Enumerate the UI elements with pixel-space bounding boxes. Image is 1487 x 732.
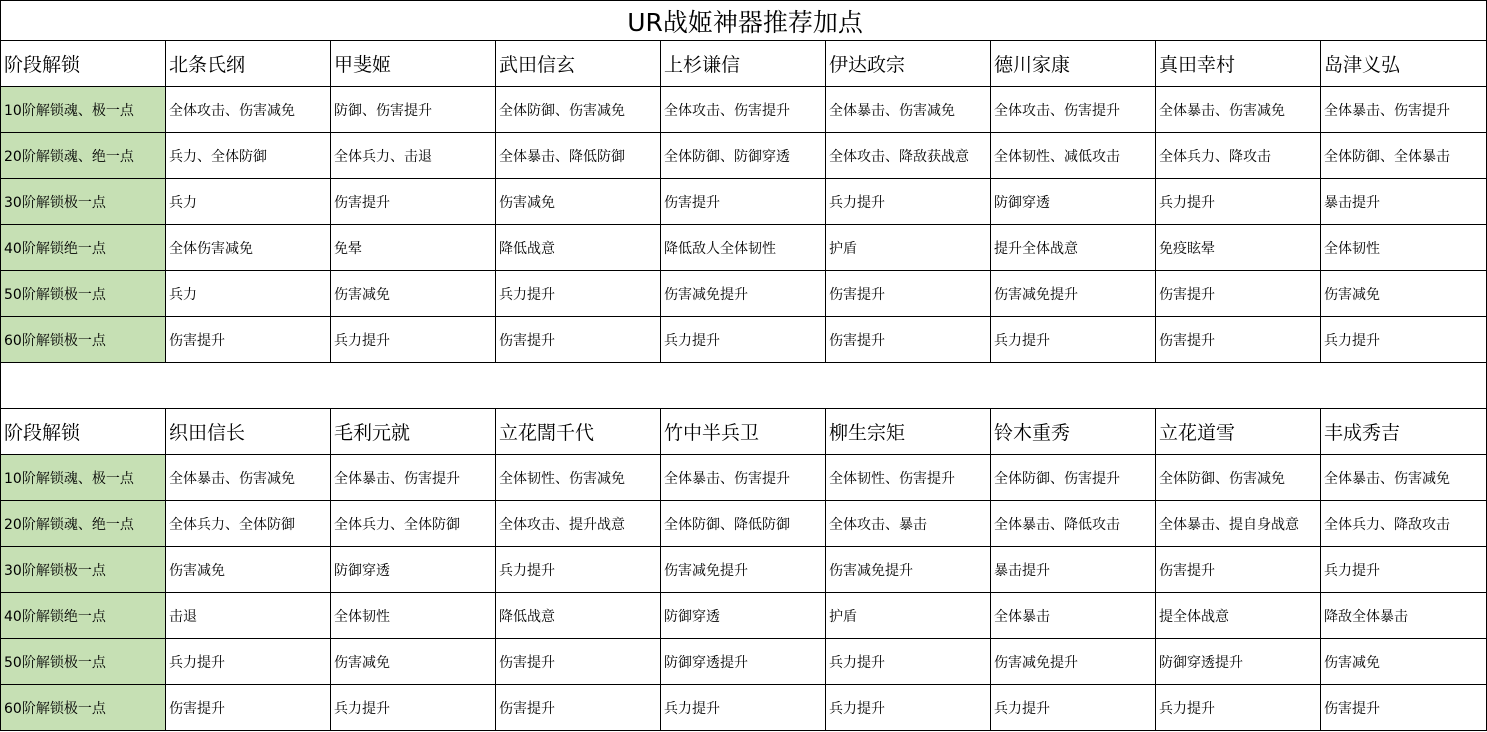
- build-cell: 兵力提升: [991, 317, 1156, 363]
- character-name-cell: 柳生宗矩: [826, 409, 991, 455]
- build-cell: 全体攻击、提升战意: [496, 501, 661, 547]
- table-row: [1, 547, 1487, 593]
- stage-header-cell: 阶段解锁: [1, 409, 166, 455]
- character-name-cell: 武田信玄: [496, 41, 661, 87]
- header-row: [1, 41, 1487, 87]
- build-cell: 兵力提升: [331, 317, 496, 363]
- spacer-cell: [1, 363, 1487, 409]
- build-cell: 暴击提升: [1321, 179, 1487, 225]
- build-cell: 全体暴击、伤害减免: [1156, 87, 1321, 133]
- stage-label-cell: 10阶解锁魂、极一点: [1, 455, 166, 501]
- table-row: [1, 317, 1487, 363]
- build-cell: 伤害减免: [1321, 271, 1487, 317]
- build-cell: 伤害提升: [826, 317, 991, 363]
- build-cell: 全体暴击: [991, 593, 1156, 639]
- build-cell: 防御穿透提升: [661, 639, 826, 685]
- character-name-cell: 竹中半兵卫: [661, 409, 826, 455]
- build-cell: 全体韧性、伤害提升: [826, 455, 991, 501]
- build-cell: 免疫眩晕: [1156, 225, 1321, 271]
- build-cell: 伤害减免: [166, 547, 331, 593]
- build-cell: 降低战意: [496, 593, 661, 639]
- build-cell: 击退: [166, 593, 331, 639]
- build-cell: 全体防御、伤害减免: [1156, 455, 1321, 501]
- stage-label-cell: 50阶解锁极一点: [1, 271, 166, 317]
- build-cell: 防御穿透: [991, 179, 1156, 225]
- character-name-cell: 伊达政宗: [826, 41, 991, 87]
- build-cell: 提全体战意: [1156, 593, 1321, 639]
- build-cell: 伤害提升: [661, 179, 826, 225]
- table-row: [1, 501, 1487, 547]
- header-row: [1, 409, 1487, 455]
- build-cell: 全体韧性: [331, 593, 496, 639]
- build-cell: 全体攻击、伤害提升: [661, 87, 826, 133]
- build-cell: 伤害减免提升: [991, 271, 1156, 317]
- build-cell: 兵力提升: [826, 685, 991, 731]
- stage-label-cell: 40阶解锁绝一点: [1, 225, 166, 271]
- stage-label-cell: 20阶解锁魂、绝一点: [1, 133, 166, 179]
- character-name-cell: 立花誾千代: [496, 409, 661, 455]
- build-cell: 防御穿透提升: [1156, 639, 1321, 685]
- build-cell: 伤害减免提升: [661, 271, 826, 317]
- build-cell: 全体兵力、全体防御: [331, 501, 496, 547]
- build-cell: 兵力提升: [991, 685, 1156, 731]
- build-cell: 伤害减免: [331, 639, 496, 685]
- character-name-cell: 甲斐姬: [331, 41, 496, 87]
- character-name-cell: 真田幸村: [1156, 41, 1321, 87]
- build-cell: 全体暴击、伤害提升: [661, 455, 826, 501]
- build-cell: 伤害提升: [331, 179, 496, 225]
- build-cell: 兵力提升: [1321, 317, 1487, 363]
- character-name-cell: 立花道雪: [1156, 409, 1321, 455]
- build-cell: 全体攻击、伤害减免: [166, 87, 331, 133]
- build-cell: 全体暴击、伤害提升: [331, 455, 496, 501]
- table-row: [1, 455, 1487, 501]
- stage-header-cell: 阶段解锁: [1, 41, 166, 87]
- build-cell: 全体韧性: [1321, 225, 1487, 271]
- build-cell: 防御穿透: [661, 593, 826, 639]
- build-cell: 兵力提升: [496, 271, 661, 317]
- character-name-cell: 铃木重秀: [991, 409, 1156, 455]
- table-row: [1, 593, 1487, 639]
- build-cell: 护盾: [826, 593, 991, 639]
- build-cell: 兵力提升: [661, 685, 826, 731]
- build-cell: 护盾: [826, 225, 991, 271]
- build-cell: 兵力提升: [661, 317, 826, 363]
- character-name-cell: 德川家康: [991, 41, 1156, 87]
- build-cell: 全体防御、伤害提升: [991, 455, 1156, 501]
- build-cell: 全体兵力、击退: [331, 133, 496, 179]
- build-cell: 伤害减免: [496, 179, 661, 225]
- build-cell: 防御、伤害提升: [331, 87, 496, 133]
- table-row: [1, 225, 1487, 271]
- build-cell: 全体兵力、降敌攻击: [1321, 501, 1487, 547]
- build-cell: 伤害提升: [1156, 547, 1321, 593]
- character-name-cell: 织田信长: [166, 409, 331, 455]
- stage-label-cell: 30阶解锁极一点: [1, 547, 166, 593]
- build-cell: 兵力提升: [496, 547, 661, 593]
- build-cell: 伤害提升: [496, 639, 661, 685]
- build-cell: 伤害提升: [496, 685, 661, 731]
- build-cell: 全体暴击、降低防御: [496, 133, 661, 179]
- build-cell: 兵力、全体防御: [166, 133, 331, 179]
- build-cell: 全体防御、伤害减免: [496, 87, 661, 133]
- build-cell: 兵力提升: [1156, 179, 1321, 225]
- table-row: [1, 133, 1487, 179]
- build-cell: 兵力提升: [826, 639, 991, 685]
- build-cell: 全体伤害减免: [166, 225, 331, 271]
- build-cell: 伤害提升: [166, 317, 331, 363]
- character-name-cell: 北条氏纲: [166, 41, 331, 87]
- build-cell: 伤害提升: [1321, 685, 1487, 731]
- build-cell: 全体攻击、伤害提升: [991, 87, 1156, 133]
- build-cell: 降低战意: [496, 225, 661, 271]
- stage-label-cell: 40阶解锁绝一点: [1, 593, 166, 639]
- build-cell: 暴击提升: [991, 547, 1156, 593]
- build-cell: 兵力提升: [331, 685, 496, 731]
- build-cell: 兵力提升: [166, 639, 331, 685]
- build-cell: 全体暴击、降低攻击: [991, 501, 1156, 547]
- table-row: [1, 87, 1487, 133]
- character-name-cell: 岛津义弘: [1321, 41, 1487, 87]
- character-name-cell: 毛利元就: [331, 409, 496, 455]
- build-cell: 全体暴击、伤害减免: [826, 87, 991, 133]
- stage-label-cell: 60阶解锁极一点: [1, 685, 166, 731]
- build-cell: 兵力: [166, 271, 331, 317]
- spacer-row: [1, 363, 1487, 409]
- character-name-cell: 丰成秀吉: [1321, 409, 1487, 455]
- build-cell: 全体攻击、降敌获战意: [826, 133, 991, 179]
- build-cell: 兵力提升: [1156, 685, 1321, 731]
- build-cell: 全体防御、全体暴击: [1321, 133, 1487, 179]
- build-cell: 全体暴击、伤害减免: [1321, 455, 1487, 501]
- build-cell: 全体暴击、伤害减免: [166, 455, 331, 501]
- build-cell: 兵力提升: [826, 179, 991, 225]
- stage-label-cell: 10阶解锁魂、极一点: [1, 87, 166, 133]
- build-cell: 伤害提升: [1156, 271, 1321, 317]
- build-cell: 伤害提升: [826, 271, 991, 317]
- build-cell: 伤害提升: [166, 685, 331, 731]
- stage-label-cell: 30阶解锁极一点: [1, 179, 166, 225]
- stage-label-cell: 20阶解锁魂、绝一点: [1, 501, 166, 547]
- build-cell: 伤害提升: [1156, 317, 1321, 363]
- build-cell: 降敌全体暴击: [1321, 593, 1487, 639]
- table-row: [1, 685, 1487, 731]
- stage-label-cell: 60阶解锁极一点: [1, 317, 166, 363]
- build-cell: 全体防御、防御穿透: [661, 133, 826, 179]
- build-cell: 全体暴击、伤害提升: [1321, 87, 1487, 133]
- build-cell: 全体暴击、提自身战意: [1156, 501, 1321, 547]
- build-cell: 全体兵力、降攻击: [1156, 133, 1321, 179]
- build-cell: 伤害减免提升: [826, 547, 991, 593]
- build-cell: 全体兵力、全体防御: [166, 501, 331, 547]
- build-cell: 降低敌人全体韧性: [661, 225, 826, 271]
- build-cell: 全体防御、降低防御: [661, 501, 826, 547]
- table-row: [1, 639, 1487, 685]
- build-cell: 伤害减免: [331, 271, 496, 317]
- build-cell: 伤害提升: [496, 317, 661, 363]
- table-row: [1, 271, 1487, 317]
- build-cell: 提升全体战意: [991, 225, 1156, 271]
- sheet-title: UR战姬神器推荐加点: [1, 1, 1487, 41]
- build-cell: 兵力提升: [1321, 547, 1487, 593]
- build-cell: 全体韧性、伤害减免: [496, 455, 661, 501]
- build-cell: 伤害减免提升: [991, 639, 1156, 685]
- build-cell: 兵力: [166, 179, 331, 225]
- build-cell: 免晕: [331, 225, 496, 271]
- table-row: [1, 179, 1487, 225]
- build-cell: 伤害减免: [1321, 639, 1487, 685]
- character-name-cell: 上杉谦信: [661, 41, 826, 87]
- build-cell: 全体韧性、减低攻击: [991, 133, 1156, 179]
- stage-label-cell: 50阶解锁极一点: [1, 639, 166, 685]
- build-cell: 全体攻击、暴击: [826, 501, 991, 547]
- build-cell: 防御穿透: [331, 547, 496, 593]
- build-cell: 伤害减免提升: [661, 547, 826, 593]
